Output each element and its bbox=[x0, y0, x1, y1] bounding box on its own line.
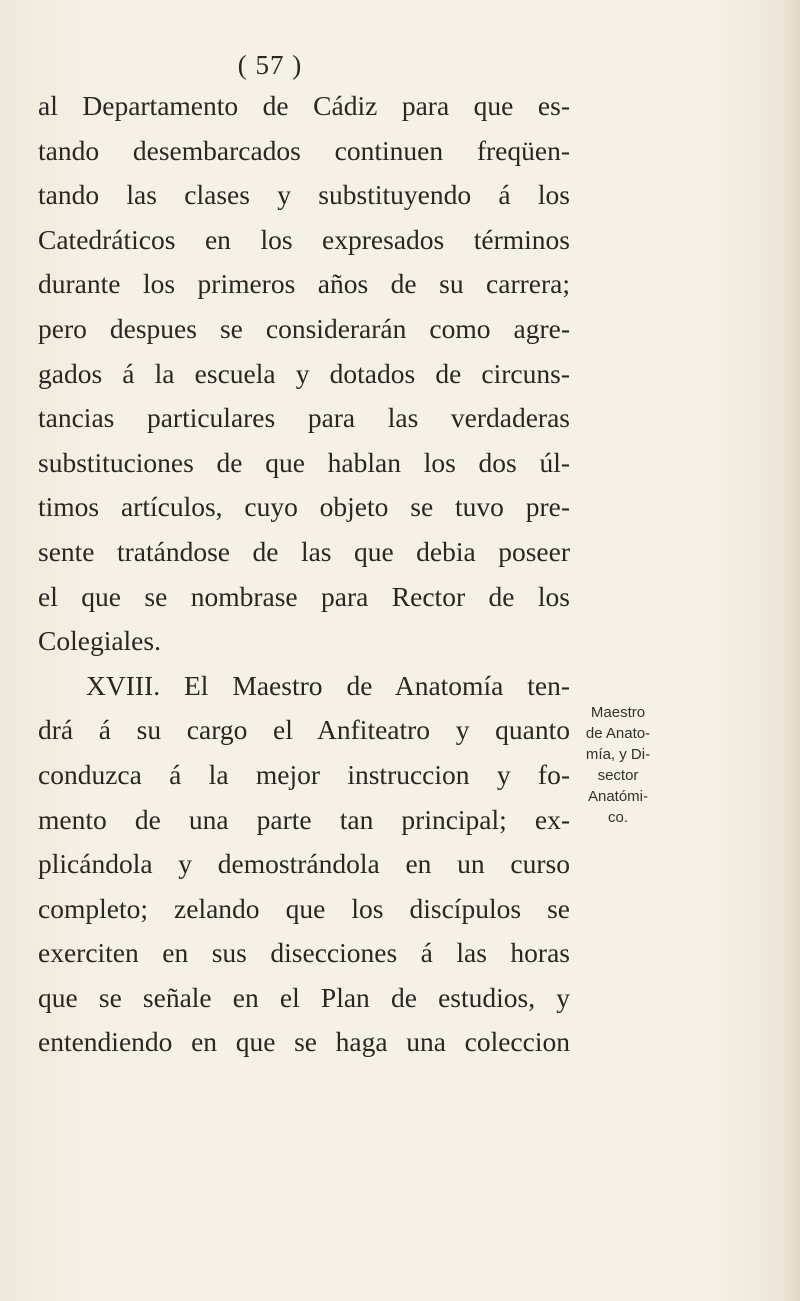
page-number: ( 57 ) bbox=[237, 50, 303, 80]
margin-note-line: mía, y Di- bbox=[585, 746, 651, 763]
text-line: Catedráticos en los expresados términos bbox=[38, 223, 570, 255]
body-text bbox=[38, 84, 570, 1065]
text-line: al Departamento de Cádiz para que es- bbox=[38, 90, 570, 121]
text-line: tancias particulares para las verdaderas bbox=[38, 402, 570, 434]
text-line: que se señale en el Plan de estudios, y bbox=[38, 981, 570, 1013]
text-line: mento de una parte tan principal; ex- bbox=[38, 803, 570, 835]
text-line: plicándola y demostrándola en un curso bbox=[38, 848, 570, 880]
text-line: drá á su cargo el Anfiteatro y quanto bbox=[38, 714, 570, 746]
text-line: tando desembarcados continuen freqüen- bbox=[38, 134, 570, 166]
text-line: gados á la escuela y dotados de circuns- bbox=[38, 357, 570, 389]
margin-note-line: Anatómi- bbox=[587, 788, 649, 805]
text-line: pero despues se considerarán como agre- bbox=[38, 312, 570, 344]
margin-note bbox=[578, 702, 658, 828]
text-line: Colegiales. bbox=[38, 625, 161, 657]
margin-note-line: sector bbox=[597, 767, 639, 784]
text-line: timos artículos, cuyo objeto se tuvo pre- bbox=[38, 491, 570, 523]
text-line: tando las clases y substituyendo á los bbox=[38, 179, 570, 211]
text-line: completo; zelando que los discípulos se bbox=[38, 892, 570, 924]
text-line: el que se nombrase para Rector de los bbox=[38, 580, 570, 612]
margin-note-line: co. bbox=[607, 809, 628, 826]
text-line: durante los primeros años de su carrera; bbox=[38, 268, 570, 300]
text-line: exerciten en sus disecciones á las horas bbox=[38, 937, 570, 969]
text-line: conduzca á la mejor instruccion y fo- bbox=[38, 758, 570, 790]
text-line: substituciones de que hablan los dos úl- bbox=[38, 446, 570, 478]
section-heading-line: XVIII. El Maestro de Anatomía ten- bbox=[86, 669, 570, 701]
page-edge-shadow bbox=[782, 0, 800, 1301]
margin-note-line: Maestro bbox=[590, 704, 646, 721]
margin-note-line: de Anato- bbox=[585, 725, 651, 742]
text-line: sente tratándose de las que debia poseer bbox=[38, 535, 570, 567]
text-line: entendiendo en que se haga una coleccion bbox=[38, 1026, 570, 1058]
